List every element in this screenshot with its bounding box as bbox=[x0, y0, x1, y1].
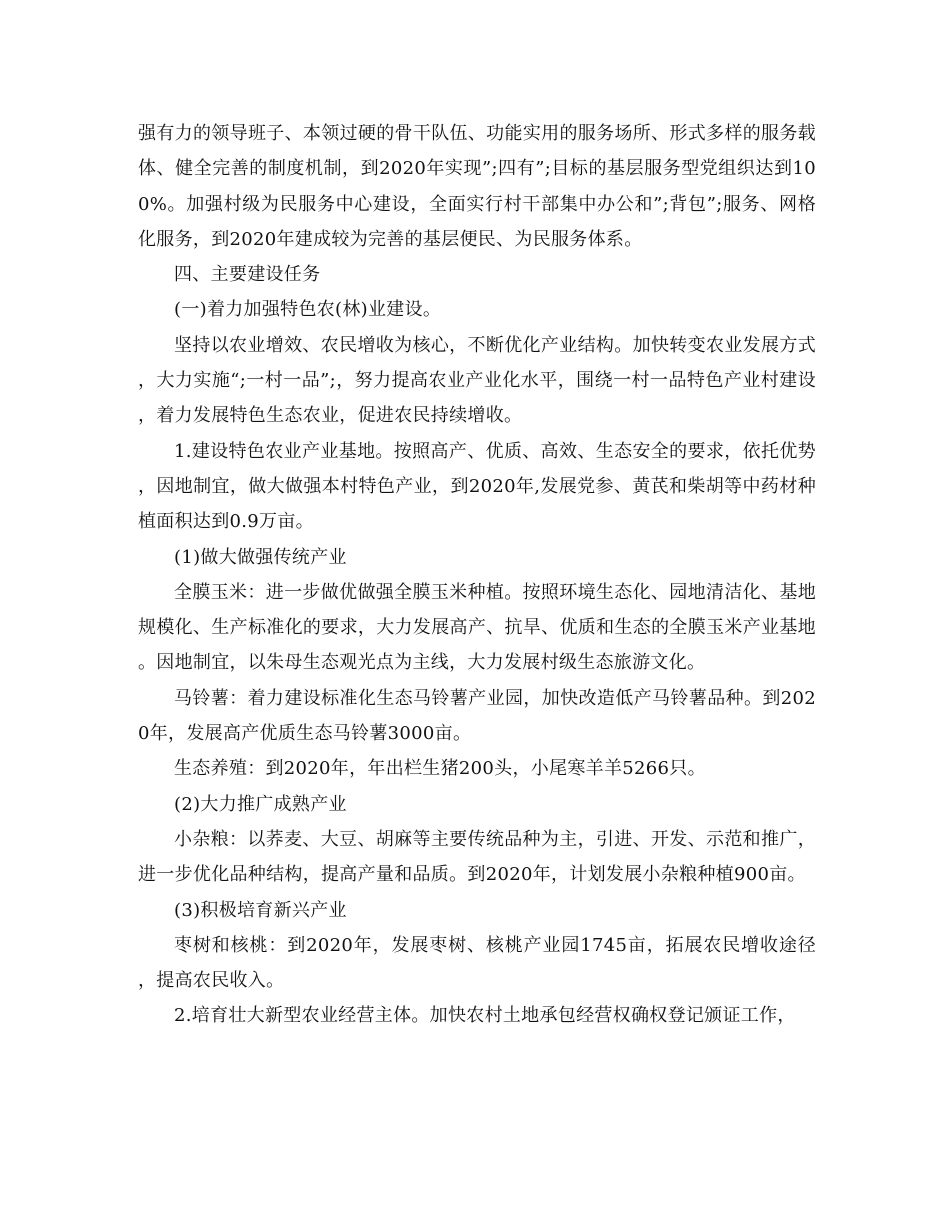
item-heading-2: (2)大力推广成熟产业 bbox=[174, 793, 347, 815]
paragraph-1: 强有力的领导班子、本领过硬的骨干队伍、功能实用的服务场所、形式多样的服务载体、健全完善的制度机制，到2020年实现”;四有”;目标的基层服务型党组织达到100%。加强村级为民服务中心建设，全面实行村干部集中办公和”;背包”;服务、网格化服务，到2020年建成较为完善的基层便民、为民服务体系。 bbox=[138, 123, 816, 250]
paragraph-9: 生态养殖：到2020年，年出栏生猪200头，小尾寒羊羊5266只。 bbox=[174, 758, 706, 780]
paragraph-4: 坚持以农业增效、农民增收为核心，不断优化产业结构。加快转变农业发展方式，大力实施“;一村一品”;，努力提高农业产业化水平，围绕一村一品特色产业村建设，着力发展特色生态农业，促进农民持续增收。 bbox=[138, 334, 816, 427]
paragraph-13: 枣树和核桃：到2020年，发展枣树、核桃产业园1745亩，拓展农民增收途径，提高农民收入。 bbox=[138, 934, 816, 992]
paragraph-14: 2.培育壮大新型农业经营主体。加快农村土地承包经营权确权登记颁证工作， bbox=[174, 1005, 796, 1027]
item-heading-1: (1)做大做强传统产业 bbox=[174, 546, 347, 568]
item-heading-3: (3)积极培育新兴产业 bbox=[174, 899, 347, 921]
paragraph-11: 小杂粮：以荞麦、大豆、胡麻等主要传统品种为主，引进、开发、示范和推广，进一步优化品种结构，提高产量和品质。到2020年，计划发展小杂粮种植900亩。 bbox=[138, 828, 816, 886]
document-body bbox=[138, 116, 816, 1034]
subsection-heading: (一)着力加强特色农(林)业建设。 bbox=[174, 299, 442, 321]
paragraph-8: 马铃薯：着力建设标准化生态马铃薯产业园，加快改造低产马铃薯品种。到2020年，发展高产优质生态马铃薯3000亩。 bbox=[138, 687, 816, 745]
paragraph-7: 全膜玉米：进一步做优做强全膜玉米种植。按照环境生态化、园地清洁化、基地规模化、生产标准化的要求，大力发展高产、抗旱、优质和生态的全膜玉米产业基地。因地制宜，以朱母生态观光点为主线，大力发展村级生态旅游文化。 bbox=[138, 581, 816, 674]
section-heading: 四、主要建设任务 bbox=[174, 264, 321, 286]
paragraph-5: 1.建设特色农业产业基地。按照高产、优质、高效、生态安全的要求，依托优势，因地制宜，做大做强本村特色产业，到2020年,发展党参、黄芪和柴胡等中药材种植面积达到0.9万亩。 bbox=[138, 440, 816, 533]
